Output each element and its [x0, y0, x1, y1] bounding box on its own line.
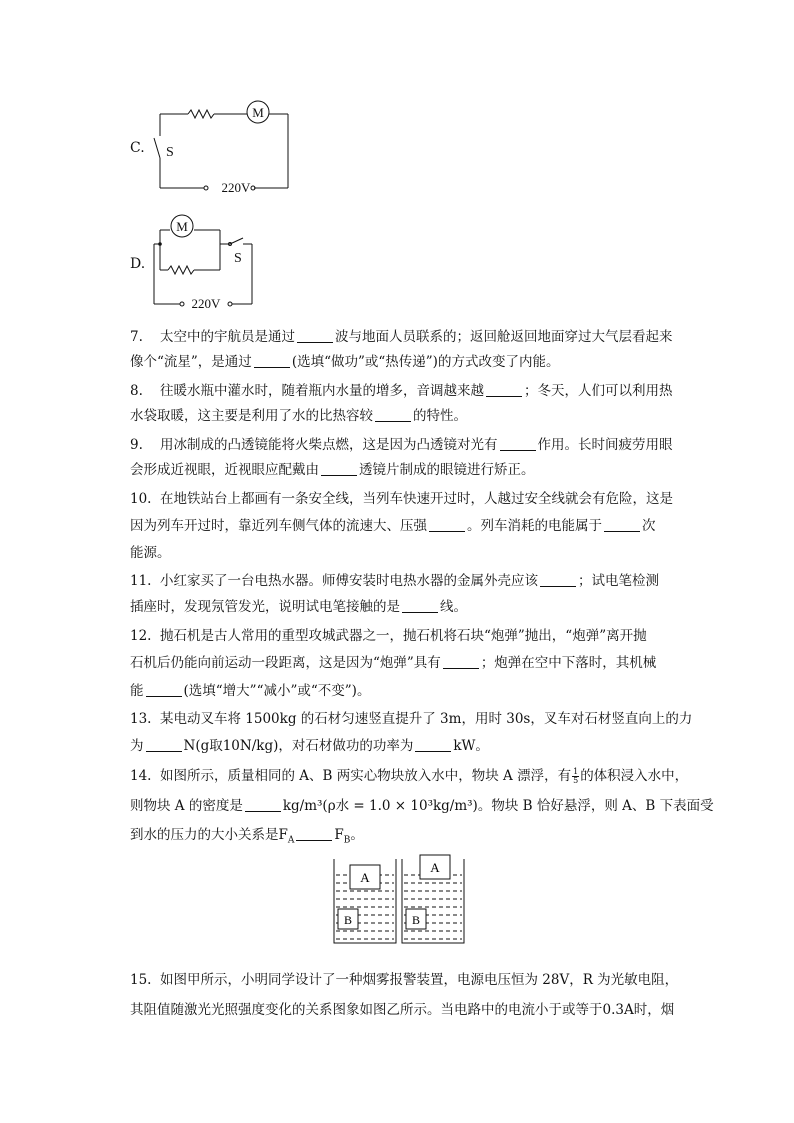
answer-blank[interactable]: [415, 737, 451, 752]
switch-label-c: S: [166, 145, 174, 160]
switch-label-d: S: [234, 251, 242, 266]
q11-line-1: 11. 小红家买了一台电热水器。师傅安装时电热水器的金属外壳应该 ；试电笔检测: [130, 573, 659, 589]
q7-line-1: 7. 太空中的宇航员是通过 波与地面人员联系的；返回舱返回地面穿过大气层看起来: [130, 329, 673, 345]
beakers-figure: [332, 853, 470, 947]
q12-line-3: 能 (选填“增大”“减小”或“不变”)。: [130, 683, 371, 699]
option-c-label: C.: [130, 140, 145, 156]
q14-line-3: 到水的压力的大小关系是$F_A$ $F_B$。: [130, 827, 364, 846]
q12-line-2: 石机后仍能向前运动一段距离，这是因为“炮弹”具有 ；炮弹在空中下落时，其机械: [130, 655, 657, 671]
q15-line-2: 其阻值随激光光照强度变化的关系图象如图乙所示。当电路中的电流小于或等于0.3A时，烟: [130, 1002, 675, 1018]
circuit-diagram-c: [150, 98, 295, 194]
motor-label-c: M: [252, 105, 264, 120]
block-a-right: A: [430, 860, 440, 875]
fraction-one-fifth: $\frac{1}{5}$: [573, 767, 579, 785]
answer-blank[interactable]: [500, 436, 536, 451]
block-a-left: A: [360, 870, 370, 885]
answer-blank[interactable]: [540, 572, 576, 587]
answer-blank[interactable]: [402, 598, 438, 613]
q11-line-2: 插座时，发现氖管发光，说明试电笔接触的是 线。: [130, 599, 467, 615]
answer-blank[interactable]: [486, 382, 522, 397]
q8-line-1: 8. 往暖水瓶中灌水时，随着瓶内水量的增多，音调越来越 ；冬天，人们可以利用热: [130, 383, 673, 399]
circuit-diagram-d: [150, 208, 262, 310]
q7-line-2: 像个“流星”，是通过 (选填“做功”或“热传递”)的方式改变了内能。: [130, 354, 560, 370]
option-d-label: D.: [130, 256, 146, 272]
source-label-d: 220V: [191, 296, 221, 310]
q8-line-2: 水袋取暖，这主要是利用了水的比热容较 的特性。: [130, 408, 467, 424]
q9-line-2: 会形成近视眼，近视眼应配戴由 透镜片制成的眼镜进行矫正。: [130, 462, 535, 478]
answer-blank[interactable]: [296, 826, 332, 841]
q9-line-1: 9. 用冰制成的凸透镜能将火柴点燃，这是因为凸透镜对光有 作用。长时间疲劳用眼: [130, 437, 673, 453]
q13-line-2: 为 N(g取10N/kg)，对石材做功的功率为 kW。: [130, 738, 489, 754]
answer-blank[interactable]: [146, 737, 182, 752]
answer-blank[interactable]: [245, 797, 281, 812]
q10-line-1: 10. 在地铁站台上都画有一条安全线，当列车快速开过时，人越过安全线就会有危险，这是: [130, 491, 673, 507]
q10-line-2: 因为列车开过时，靠近列车侧气体的流速大、压强 。列车消耗的电能属于 次: [130, 518, 656, 534]
block-b-right: B: [411, 913, 421, 927]
answer-blank[interactable]: [429, 517, 465, 532]
answer-blank[interactable]: [254, 353, 290, 368]
answer-blank[interactable]: [321, 461, 357, 476]
answer-blank[interactable]: [604, 517, 640, 532]
q13-line-1: 13. 某电动叉车将 1500kg 的石材匀速竖直提升了 3m，用时 30s，叉车对石材竖直向上的力: [130, 711, 693, 727]
block-b-left: B: [343, 913, 353, 927]
q15-line-1: 15. 如图甲所示，小明同学设计了一种烟雾报警装置，电源电压恒为 28V，R 为光敏电阻，: [130, 972, 679, 988]
q14-line-1: 14. 如图所示，质量相同的 A、B 两实心物块放入水中，物块 A 漂浮，有 $\frac{1}{5}$ 的体积浸入水中，: [130, 767, 689, 785]
source-label-c: 220V: [221, 180, 251, 194]
answer-blank[interactable]: [375, 407, 411, 422]
motor-label-d: M: [176, 219, 188, 234]
answer-blank[interactable]: [297, 328, 333, 343]
q14-line-2: 则物块 A 的密度是 kg/m³(ρ水 = 1.0 × 10³kg/m³)。物块 B 恰好悬浮，则 A、B 下表面受: [130, 798, 714, 814]
answer-blank[interactable]: [443, 654, 479, 669]
q12-line-1: 12. 抛石机是古人常用的重型攻城武器之一，抛石机将石块“炮弹”抛出，“炮弹”离开抛: [130, 628, 647, 644]
answer-blank[interactable]: [146, 682, 182, 697]
q10-line-3: 能源。: [130, 545, 171, 561]
